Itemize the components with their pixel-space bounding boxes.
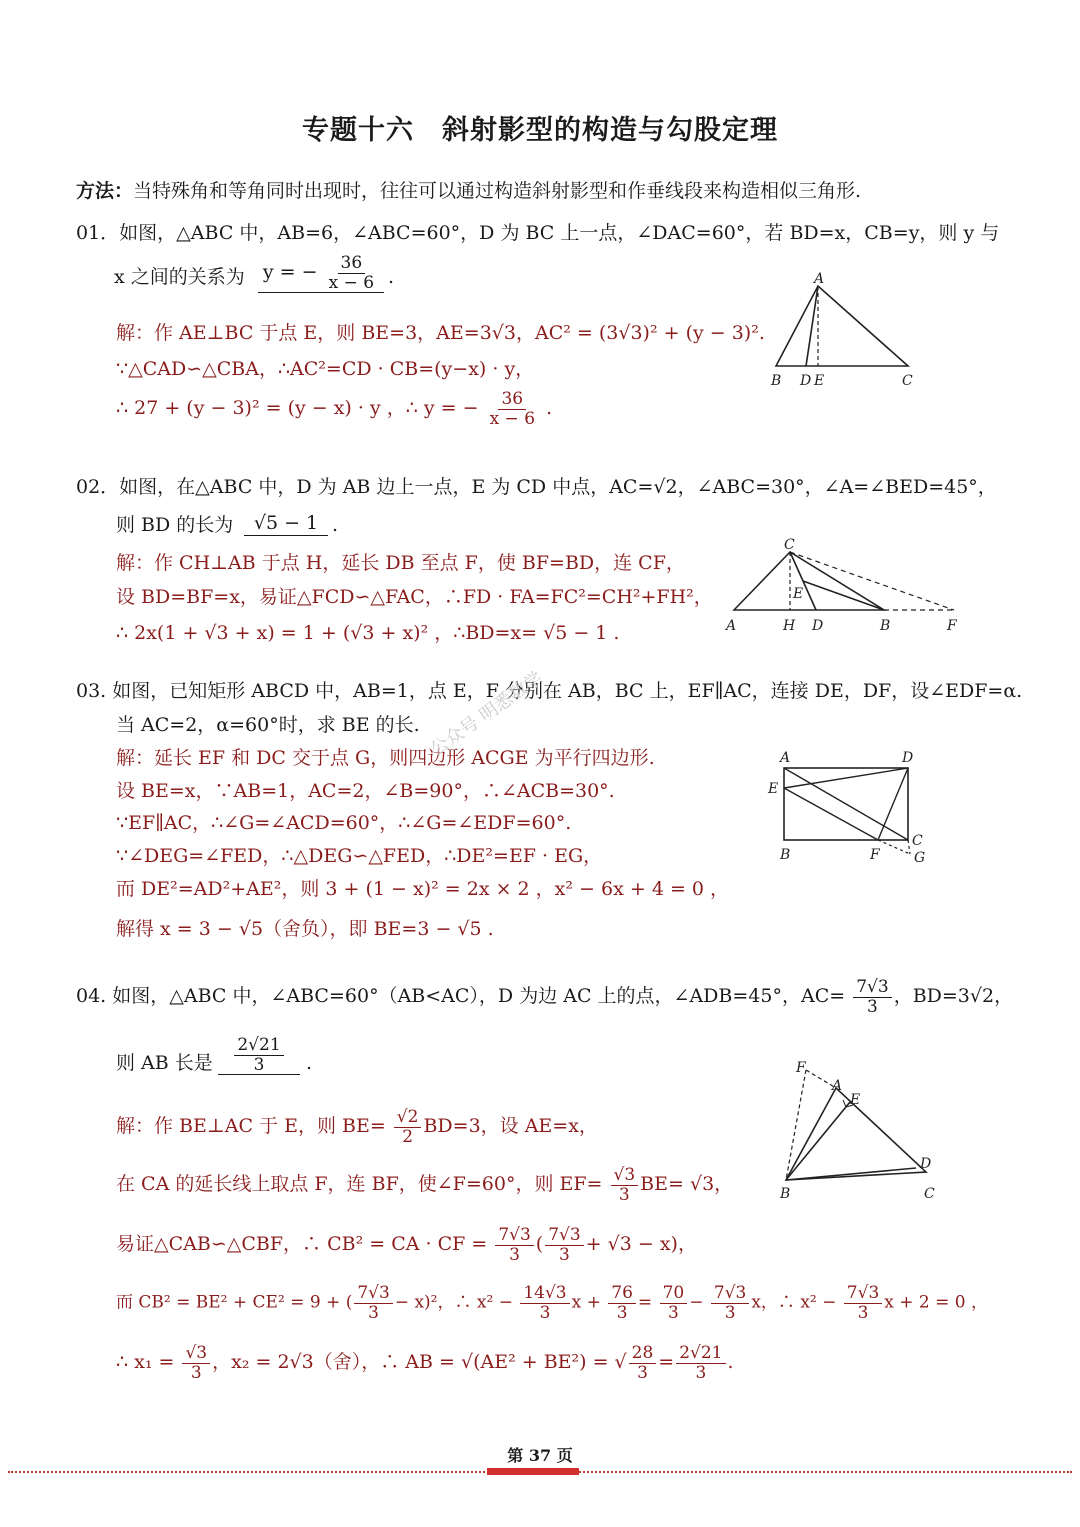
p4-solution-line1 [116, 1108, 598, 1146]
p4-answer-den: 3 [253, 1054, 265, 1075]
watermark-text: 公众号 明悉数学 [426, 667, 547, 761]
method-text: 当特殊角和等角同时出现时，往往可以通过构造斜射影型和作垂线段来构造相似三角形. [133, 180, 862, 202]
p3-segment-df [878, 768, 908, 840]
p4-question-line1-tail: ，BD=3√2， [893, 985, 1014, 1008]
page-title: 专题十六 斜射影型的构造与勾股定理 [302, 115, 778, 146]
p4-label-e: E [850, 1092, 861, 1108]
p4-segment-fb [786, 1070, 806, 1180]
p4-s4-b: − x)²，∴ x² − [394, 1292, 513, 1313]
p4-s4-e: − [689, 1292, 704, 1313]
p1-solution-line3: ∴ 27 + (y − 3)² = (y − x) · y ，∴ y = − $\frac{36}{x - 6}$ . [116, 389, 553, 429]
p4-s5-den2: 3 [637, 1362, 648, 1383]
p2-label-a: A [726, 618, 737, 634]
p1-label-b: B [771, 373, 782, 389]
p4-s5-num2: 28 [629, 1344, 657, 1364]
method-line [76, 180, 861, 203]
p3-label-b: B [780, 847, 791, 863]
p4-s3-paren: ( [535, 1233, 544, 1256]
p1-answer-fraction [326, 254, 377, 292]
p2-segment-cf [790, 552, 954, 610]
p4-s4-fraction3 [608, 1284, 636, 1322]
p4-s4-fraction6 [844, 1284, 882, 1322]
method-label: 方法： [76, 180, 134, 202]
p4-solution-line1-tail: BD=3，设 AE=x， [423, 1115, 598, 1138]
p1-question-line2: x 之间的关系为 [114, 266, 245, 288]
p4-s3-num1: 7√3 [495, 1226, 533, 1246]
p4-solution-line2-text: 在 CA 的延长线上取点 F，连 BF，使∠F=60°，则 EF= [116, 1173, 603, 1196]
p4-segment-be [786, 1102, 850, 1180]
p4-s5-b: ，x₂ = 2√3（舍），∴ AB = √(AE² + BE²) = √ [212, 1351, 627, 1374]
p4-s1-den: 2 [402, 1126, 414, 1147]
p2-solution-line2: 设 BD=BF=x，易证△FCD∽△FAC，∴FD · FA=FC²=CH²+FH²， [116, 586, 713, 608]
p4-s4-fraction1 [354, 1284, 392, 1322]
p3-solution-line6: 解得 x = 3 − √5（舍负），即 BE=3 − √5 . [116, 918, 494, 940]
p2-question-line1: 02．如图，在△ABC 中，D 为 AB 边上一点，E 为 CD 中点，AC=√2，∠ABC=30°，∠A=∠BED=45°， [76, 476, 997, 498]
p2-label-d: D [812, 618, 824, 634]
p4-s4-fraction4 [660, 1284, 688, 1322]
p3-label-f: F [870, 847, 880, 863]
p3-solution-line2: 设 BE=x，∵AB=1，AC=2，∠B=90°，∴∠ACB=30°. [116, 780, 615, 802]
p1-label-a: A [814, 272, 825, 287]
p4-label-a: A [832, 1078, 843, 1094]
p4-s3-fraction1 [495, 1226, 533, 1264]
p4-period: . [306, 1052, 313, 1074]
p4-answer-num: 2√21 [234, 1036, 283, 1056]
p4-s4-num6: 7√3 [844, 1284, 882, 1304]
p3-question-line1: 03. 如图，已知矩形 ABCD 中，AB=1，点 E，F 分别在 AB，BC 上，EF∥AC，连接 DE，DF，设∠EDF=α. [76, 680, 1023, 702]
p2-label-b: B [880, 618, 891, 634]
p4-s4-den2: 3 [539, 1302, 551, 1323]
p3-label-c: C [912, 833, 923, 849]
p4-question-line1 [76, 978, 1013, 1016]
p4-label-d: D [920, 1156, 932, 1172]
p4-s3-fraction2 [545, 1226, 583, 1264]
p3-label-e: E [768, 781, 779, 797]
p2-answer-blank: √5 − 1 [244, 512, 328, 536]
p4-label-c: C [924, 1186, 935, 1202]
p1-answer-num: 36 [338, 254, 366, 274]
p4-s4-d: = [637, 1292, 653, 1313]
p2-solution-line3: ∴ 2x(1 + √3 + x) = 1 + (√3 + x)² ，∴BD=x= √5 − 1 . [116, 622, 620, 644]
p4-label-b: B [780, 1186, 791, 1202]
p3-label-g: G [914, 850, 926, 866]
p3-segment-ac [784, 768, 908, 840]
p4-s3-den2: 3 [559, 1244, 570, 1265]
p4-s4-den6: 3 [857, 1302, 869, 1323]
p3-segment-fg [878, 840, 910, 854]
p4-solution-line3-text: 易证△CAB∽△CBF，∴ CB² = CA · CF = [116, 1233, 488, 1256]
p1-triangle-abc [776, 286, 908, 366]
p4-s5-c: = [658, 1351, 675, 1374]
p4-s4-den3: 3 [616, 1302, 628, 1323]
footer-red-bar [487, 1468, 579, 1475]
p2-label-h: H [783, 618, 796, 634]
p4-solution-line3-tail: + √3 − x)， [585, 1233, 697, 1256]
p4-s5-num1: √3 [182, 1344, 210, 1364]
p1-solution-den: x − 6 [489, 408, 536, 429]
p4-question-fraction [853, 978, 891, 1016]
p2-solution-line1: 解：作 CH⊥AB 于点 H，延长 DB 至点 F，使 BF=BD，连 CF， [116, 552, 685, 574]
p4-s5-d: . [727, 1351, 734, 1374]
p4-answer-fraction [234, 1036, 283, 1074]
p4-s4-num4: 70 [660, 1284, 688, 1304]
p4-s5-fraction1 [182, 1344, 210, 1382]
p1-period: . [388, 266, 395, 288]
p1-label-d: D [800, 373, 812, 389]
p4-s4-fraction5 [711, 1284, 749, 1322]
p2-label-e: E [793, 586, 804, 602]
p4-s4-den5: 3 [724, 1302, 736, 1323]
p3-segment-cg [908, 840, 910, 854]
p1-label-e: E [814, 373, 825, 389]
p4-s2-num: √3 [611, 1166, 639, 1186]
p1-solution-line2: ∵△CAD∽△CBA，∴AC²=CD · CB=(y−x) · y， [116, 358, 535, 380]
p4-s5-fraction2 [629, 1344, 657, 1382]
p2-label-c: C [784, 537, 795, 553]
p4-solution-line2-tail: BE= √3， [640, 1173, 734, 1196]
p4-question-num: 7√3 [853, 978, 891, 998]
p3-rectangle-figure [762, 744, 932, 868]
p4-s4-c: x + [571, 1292, 601, 1313]
p4-s4-den1: 3 [368, 1302, 379, 1323]
p4-solution-line1-text: 解：作 BE⊥AC 于 E，则 BE= [116, 1115, 386, 1138]
p4-s4-den4: 3 [667, 1302, 679, 1323]
p4-s4-num3: 76 [608, 1284, 636, 1304]
p3-solution-line3: ∵EF∥AC，∴∠G=∠ACD=60°，∴∠G=∠EDF=60°. [116, 812, 572, 834]
p4-s4-fraction2 [520, 1284, 569, 1322]
p1-label-c: C [902, 373, 913, 389]
p4-s1-num: √2 [394, 1108, 422, 1128]
p4-question-line2: 则 AB 长是 [116, 1052, 213, 1074]
p4-solution-line2-fraction [611, 1166, 639, 1204]
p4-solution-line4 [116, 1284, 988, 1322]
p4-s2-den: 3 [618, 1184, 630, 1205]
p1-triangle-figure [762, 272, 922, 396]
p1-solution-line1: 解：作 AE⊥BC 于点 E，则 BE=3，AE=3√3，AC² = (3√3)² + (y − 3)². [116, 322, 765, 344]
p4-s4-num5: 7√3 [711, 1284, 749, 1304]
p1-answer-den: x − 6 [328, 272, 375, 293]
p4-s4-g: x + 2 = 0 ， [884, 1292, 988, 1313]
p1-solution-num: 36 [498, 390, 526, 410]
p4-s3-den1: 3 [509, 1244, 520, 1265]
p4-s4-f: x，∴ x² − [751, 1292, 837, 1313]
p4-s5-den3: 3 [695, 1362, 707, 1383]
p4-solution-line2 [116, 1166, 733, 1204]
p1-solution-line3-text: ∴ 27 + (y − 3)² = (y − x) · y ，∴ y = − [116, 397, 479, 420]
p4-solution-line5 [116, 1344, 734, 1382]
page-number: 第 37 页 [507, 1446, 573, 1465]
p4-question-den: 3 [867, 996, 878, 1017]
p4-label-f: F [796, 1060, 806, 1076]
p4-s4-num1: 7√3 [354, 1284, 392, 1304]
p3-solution-line1: 解：延长 EF 和 DC 交于点 G，则四边形 ACGE 为平行四边形. [116, 747, 655, 769]
p1-answer-lhs: y = − [262, 261, 318, 284]
p3-label-d: D [902, 750, 914, 766]
p2-triangle-figure [722, 534, 972, 638]
p4-solution-line1-fraction [394, 1108, 422, 1146]
p1-answer-blank [258, 254, 384, 293]
p4-s4-num2: 14√3 [520, 1284, 569, 1304]
p4-s5-num3: 2√21 [676, 1344, 725, 1364]
p2-question-line2: 则 BD 的长为 [116, 514, 234, 536]
p4-s5-den1: 3 [190, 1362, 202, 1383]
p4-s4-a: 而 CB² = BE² + CE² = 9 + ( [116, 1292, 353, 1313]
p2-period: . [332, 514, 339, 536]
p4-s5-fraction3 [676, 1344, 725, 1382]
p4-triangle-figure [770, 1058, 950, 1208]
p3-question-line2: 当 AC=2，α=60°时，求 BE 的长. [116, 714, 420, 736]
p3-label-a: A [780, 750, 791, 766]
p1-solution-fraction [487, 390, 538, 428]
p4-answer-blank [218, 1036, 300, 1075]
p3-solution-line5: 而 DE²=AD²+AE²，则 3 + (1 − x)² = 2x × 2 ，x² − 6x + 4 = 0 ， [116, 878, 730, 900]
p4-question-line1-text: 04. 如图，△ABC 中，∠ABC=60°（AB<AC），D 为边 AC 上的点，∠ADB=45°，AC= [76, 985, 846, 1008]
p2-label-f: F [947, 618, 957, 634]
p4-solution-line3 [116, 1226, 697, 1264]
p4-s5-a: ∴ x₁ = [116, 1351, 175, 1374]
p3-solution-line4: ∵∠DEG=∠FED，∴△DEG∽△FED，∴DE²=EF · EG， [116, 845, 603, 867]
p4-s3-num2: 7√3 [545, 1226, 583, 1246]
p1-question-line1: 01．如图，△ABC 中，AB=6，∠ABC=60°，D 为 BC 上一点，∠DAC=60°，若 BD=x，CB=y，则 y 与 [76, 222, 1000, 244]
